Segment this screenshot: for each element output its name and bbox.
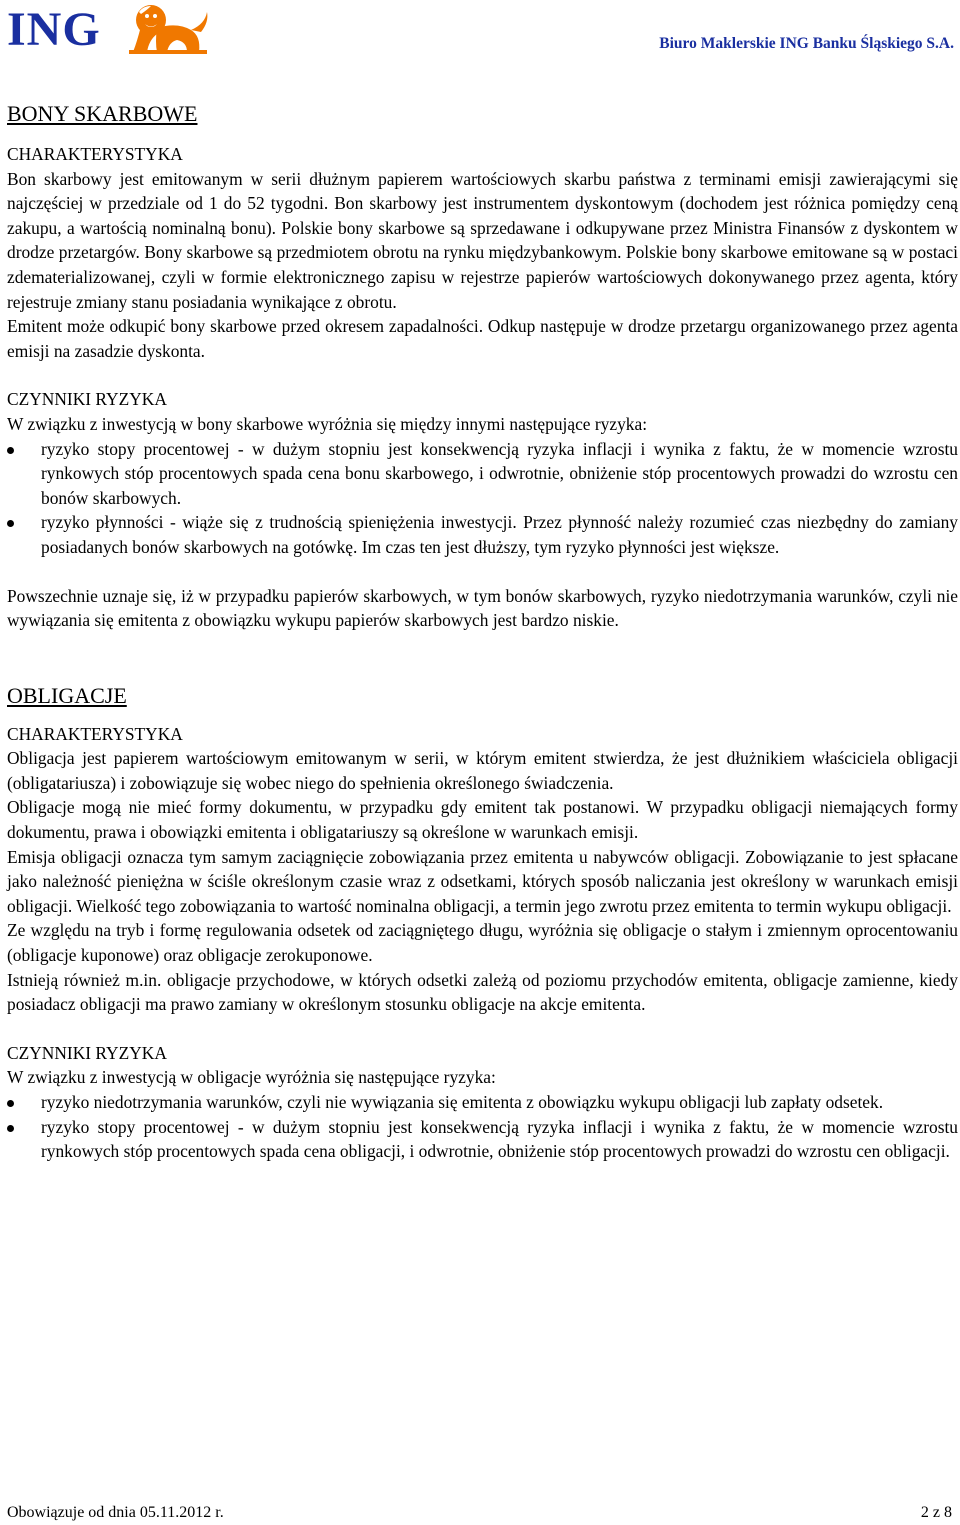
risk-list-obligacje [7,1090,958,1164]
spacer [7,1017,958,1041]
document-body [7,100,958,1164]
obligacje-paragraph: Ze względu na tryb i formę regulowania odsetek od zaciągniętego długu, wyróżnia się obligacje o stałym i zmiennym oprocentowaniu (obligacje kuponowe) oraz obligacje zerokuponowe. [7,920,958,966]
risk-heading-obligacje: CZYNNIKI RYZYKA [7,1042,167,1063]
broker-name: Biuro Maklerskie ING Banku Śląskiego S.A. [659,35,954,52]
char-heading-obligacje: CHARAKTERYSTYKA [7,723,183,744]
ing-logo [7,2,207,54]
char-heading-bony: CHARAKTERYSTYKA [7,144,183,164]
risk-list-bony [7,437,958,560]
char-text-bony: Bon skarbowy jest emitowanym w serii dłużnym papierem wartościowych skarbu państwa z terminami emisji zawierającymi się najczęściej w przedziale od 1 do 52 tygodni. Bon skarbowy jest instrumentem dyskontowym (dochodem jest różnica pomiędzy ceną zakupu, a wartością nominalną bonu). Polskie bony skarbowe są sprzedawane i odkupywane przez Ministra Finansów z dyskontem w drodze przetargów. Bony skarbowe są przedmiotem obrotu na rynku międzybankowym. Polskie bony skarbowe emitowane są w postaci zdematerializowanej, czyli w formie elektronicznego zapisu w rejestrze papierów wartościowych dokonywanego przez agenta, który rejestruje zmiany stanu posiadania wynikające z obrotu. [7,168,958,312]
section-title-bony: BONY SKARBOWE [7,101,198,126]
risk-text: ryzyko stopy procentowej - w dużym stopniu jest konsekwencją ryzyka inflacji i wynika z faktu, że w momencie wzrostu rynkowych stóp procentowych spada cena obligacji, i odwrotnie, obniżenie stóp procentowych prowadzi do wzrostu cen obligacji. [41,1116,958,1162]
bullet-icon [7,447,14,454]
spacer [7,560,958,584]
risk-heading-bony: CZYNNIKI RYZYKA [7,389,167,410]
section-title-obligacje: OBLIGACJE [7,682,127,708]
list-item [7,510,958,559]
risk-text: ryzyko stopy procentowej - w dużym stopniu jest konsekwencją ryzyka inflacji i wynika z faktu, że w momencie wzrostu rynkowych stóp procentowych spada cena bonu skarbowego, i odwrotnie, obniżenie stóp procentowych prowadzi do wzrostu cen bonów skarbowych. [41,438,958,508]
bullet-icon [7,520,14,527]
obligacje-paragraph: Obligacje mogą nie mieć formy dokumentu, w przypadku gdy emitent tak postanowi. W przypadku obligacji niemających formy dokumentu, prawa i obowiązki emitenta i obligatariuszy są określone w warunkach emisji. [7,797,958,843]
obligacje-paragraph: Istnieją również m.in. obligacje przychodowe, w których odsetki zależą od poziomu przychodów emitenta, obligacje zamienne, kiedy posiadacz obligacji ma prawo zamiany w określonym stosunku obligacje na akcje emitenta. [7,969,958,1015]
page-number: 2 z 8 [920,1504,952,1521]
page-header [0,0,960,60]
risk-intro-bony: W związku z inwestycją w bony skarbowe wyróżnia się między innymi następujące ryzyka: [7,413,648,434]
lion-icon [127,2,209,54]
char-text-bony-2: Emitent może odkupić bony skarbowe przed okresem zapadalności. Odkup następuje w drodze przetargu organizowanego przez agenta emisji na zasadzie dyskonta. [7,316,958,361]
list-item [7,1115,958,1164]
spacer [7,633,958,682]
risk-text: ryzyko niedotrzymania warunków, czyli nie wywiązania się emitenta z obowiązku wykupu obligacji lub zapłaty odsetek. [41,1092,884,1112]
risk-text: ryzyko płynności - wiąże się z trudnością spieniężenia inwestycji. Przez płynność należy rozumieć czas niezbędny do zamiany posiadanych bonów skarbowych na gotówkę. Im czas ten jest dłuższy, tym ryzyko płynności jest większe. [41,512,958,557]
list-item [7,1090,958,1115]
obligacje-paragraph: Obligacja jest papierem wartościowym emitowanym w serii, w którym emitent stwierdza, że jest dłużnikiem właściciela obligacji (obligatariusza) i zobowiązuje się wobec niego do spełnienia określonego świadczenia. [7,748,958,793]
spacer [7,363,958,387]
list-item [7,437,958,511]
closing-text-bony: Powszechnie uznaje się, iż w przypadku papierów skarbowych, w tym bonów skarbowych, ryzyko niedotrzymania warunków, czyli nie wywiązania się emitenta z obowiązku wykupu papierów skarbowych jest bardzo niskie. [7,585,958,631]
risk-intro-obligacje: W związku z inwestycją w obligacje wyróżnia się następujące ryzyka: [7,1067,496,1088]
bullet-icon [7,1125,14,1132]
bullet-icon [7,1100,14,1107]
effective-date: Obowiązuje od dnia 05.11.2012 r. [7,1504,224,1521]
obligacje-paragraph: Emisja obligacji oznacza tym samym zaciągnięcie zobowiązania przez emitenta u nabywców obligacji. Zobowiązanie to jest spłacane jako należność pieniężna w ściśle określonym czasie wraz z odsetkami, których sposób naliczania jest określony w warunkach emisji obligacji. Wielkość tego zobowiązania to wartość nominalna obligacji, a termin jego zwrotu przez emitenta to termin wykupu obligacji. [7,846,958,916]
logo-wordmark: ING [7,3,101,56]
